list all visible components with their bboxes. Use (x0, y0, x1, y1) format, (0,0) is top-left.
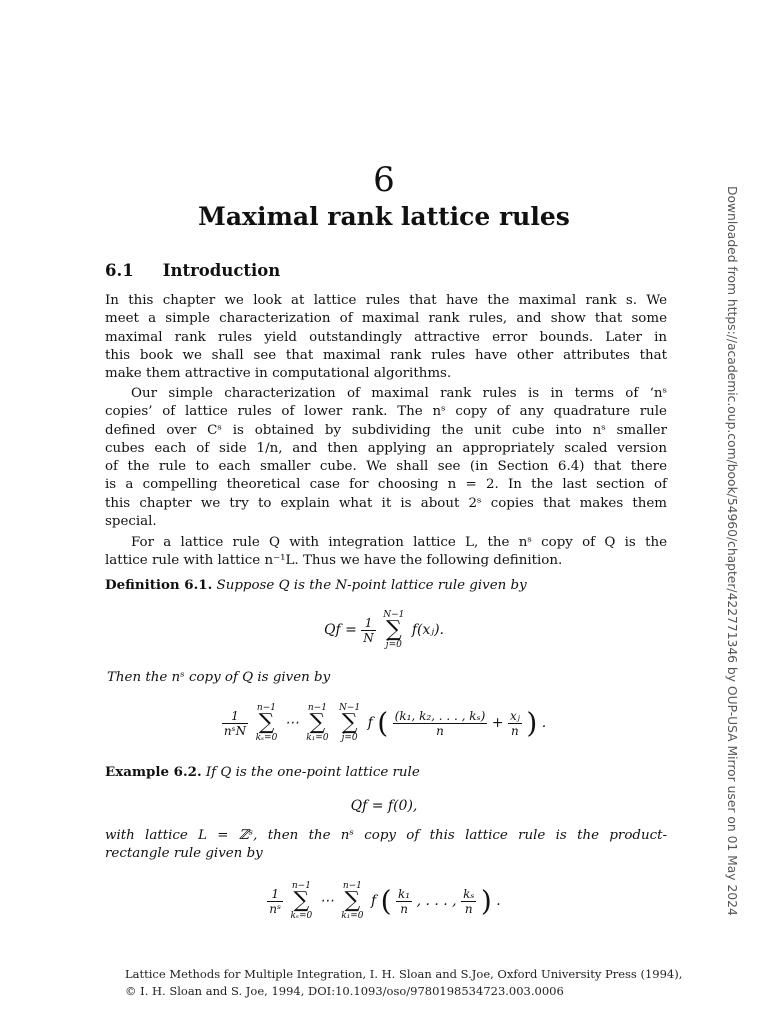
eq4-end: . (496, 893, 501, 909)
chapter-number: 6 (373, 160, 395, 200)
section-number: 6.1 (105, 261, 134, 280)
text-line: rectangle rule given by (105, 846, 263, 862)
eq1-term: f(xⱼ). (411, 622, 444, 638)
footer-citation (125, 966, 682, 1000)
text-line: lattice rule with lattice n⁻¹L. Thus we have the following definition. (105, 553, 563, 569)
eq2-dots: ⋯ (284, 715, 299, 731)
eq1-lhs: Qf = (323, 622, 357, 638)
download-watermark: Downloaded from https://academic.oup.com/book/54960/chapter/422771346 by OUP-USA Mirror user on 01 May 2024 (725, 186, 739, 916)
eq1-sum: N−1 ∑ j=0 (383, 610, 405, 650)
chapter-title: Maximal rank lattice rules (198, 202, 570, 231)
eq2-plus: + (491, 715, 504, 731)
eq2-sum: n−1 ∑ kₛ=0 (255, 703, 278, 743)
text-line: meet a simple characterization of maximal rank rules, and show that some (105, 311, 667, 327)
definition-label: Definition 6.1. (105, 577, 213, 593)
equation-2: $\frac{1}{\text{nˢN}}$ n−1 ∑ kₛ=0 ⋯ n−1 ∑ k₁=0 N−1 ∑ j=0 f ( $\frac{\text{(k₁, k₂, . . . , kₛ)}}{n}$ + $\frac{\text{xⱼ}}{n}$ ) . (223, 703, 547, 743)
eq4-f: f (370, 893, 377, 909)
paragraph-1 (105, 292, 667, 383)
text-line: this book we shall see that maximal rank rules have other attributes that (105, 347, 667, 363)
text-line: special. (105, 514, 157, 530)
eq2-sum: N−1 ∑ j=0 (339, 703, 361, 743)
text-line: Our simple characterization of maximal rank rules is in terms of ‘nˢ (131, 386, 667, 401)
text-line: with lattice L = ℤˢ, then the nˢ copy of this lattice rule is the product- (105, 828, 667, 843)
eq4-fraction: $\frac{1}{\text{nˢ}}$ (269, 886, 282, 916)
example-text: If Q is the one-point lattice rule (205, 765, 420, 780)
example-label: Example 6.2. (105, 764, 202, 780)
definition-6-1 (105, 576, 667, 595)
eq2-f: f (367, 715, 373, 731)
eq4-sum: n−1 ∑ kₛ=0 (290, 881, 313, 921)
eq2-inner-fraction: $\frac{\text{(k₁, k₂, . . . , kₛ)}}{n}$ (394, 708, 486, 738)
equation-4: $\frac{1}{\text{nˢ}}$ n−1 ∑ kₛ=0 ⋯ n−1 ∑ k₁=0 f ( $\frac{\text{k₁}}{n}$ , . . . , $\frac{\text{kₛ}}{n}$ ) . (269, 881, 501, 921)
section-heading (105, 261, 280, 280)
equation-1 (0, 610, 768, 650)
example-6-2 (105, 763, 667, 782)
example-body (105, 827, 667, 864)
text-line: For a lattice rule Q with integration lattice L, the nˢ copy of Q is the (131, 535, 667, 550)
text-line: is a compelling theoretical case for choosing n = 2. In the last section of (105, 477, 667, 493)
eq2-x-fraction: $\frac{\text{xⱼ}}{n}$ (509, 708, 520, 738)
text-line: maximal rank rules yield outstandingly attractive error bounds. Later in (105, 329, 667, 345)
text-line: copies’ of lattice rules of lower rank. The nˢ copy of any quadrature rule (105, 404, 667, 420)
eq2-fraction: $\frac{1}{\text{nˢN}}$ (223, 708, 247, 738)
text-line: of the rule to each smaller cube. We shall see (in Section 6.4) that there (105, 459, 667, 475)
definition-then: Then the nˢ copy of Q is given by (107, 670, 331, 685)
equation-3: Qf = f(0), (350, 798, 418, 814)
eq2-end: . (541, 715, 547, 731)
footer-line-1: Lattice Methods for Multiple Integration, I. H. Sloan and S.Joe, Oxford University Press (1994), (125, 967, 683, 981)
eq4-sep: , . . . , (416, 893, 457, 909)
definition-text: Suppose Q is the N-point lattice rule given by (216, 578, 527, 593)
eq2-sum: n−1 ∑ k₁=0 (306, 703, 329, 743)
text-line: In this chapter we look at lattice rules that have the maximal rank s. We (105, 293, 667, 308)
paragraph-3 (105, 534, 667, 571)
text-line: make them attractive in computational algorithms. (105, 366, 452, 382)
footer-line-2: © I. H. Sloan and S. Joe, 1994, DOI:10.1093/oso/9780198534723.003.0006 (125, 984, 564, 998)
text-line: this chapter we try to explain what it is about 2ˢ copies that makes them (105, 495, 667, 511)
eq4-sum: n−1 ∑ k₁=0 (341, 881, 364, 921)
eq4-a-fraction: $\frac{\text{k₁}}{n}$ (398, 886, 411, 916)
text-line: defined over Cˢ is obtained by subdividing the unit cube into nˢ smaller (105, 422, 667, 438)
text-line: cubes each of side 1/n, and then applying an appropriately scaled version (105, 440, 667, 456)
section-title: Introduction (162, 261, 281, 280)
paragraph-2 (105, 385, 667, 531)
eq1-fraction: $\frac{1}{N}$ (363, 615, 374, 645)
eq4-b-fraction: $\frac{\text{kₛ}}{n}$ (463, 886, 475, 916)
eq4-dots: ⋯ (319, 893, 334, 909)
